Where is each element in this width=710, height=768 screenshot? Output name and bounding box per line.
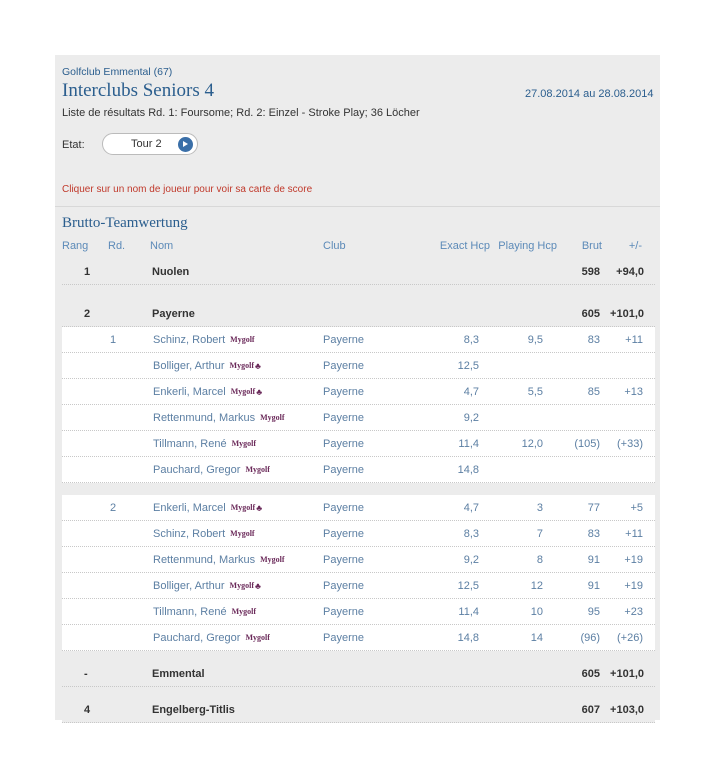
diff-cell: (+33) (617, 438, 643, 450)
team-row (62, 697, 655, 723)
exact-hcp-cell: 12,5 (457, 360, 479, 372)
playing-hcp-cell: 10 (530, 606, 543, 618)
mygolf-badge: Mygolf (245, 633, 270, 642)
section-title: Brutto-Teamwertung (62, 215, 188, 231)
club-cell: Payerne (323, 334, 364, 346)
club-cell: Payerne (323, 412, 364, 424)
mygolf-badge: Mygolf (230, 503, 256, 512)
player-name-cell[interactable] (153, 502, 262, 514)
player-name-cell[interactable] (153, 438, 256, 450)
club-name[interactable]: Golfclub Emmental (67) (62, 66, 173, 78)
player-row[interactable] (62, 431, 655, 457)
playing-hcp-cell: 3 (536, 502, 543, 514)
round-cell: 2 (110, 502, 117, 514)
playing-hcp-cell: 12,0 (521, 438, 543, 450)
rank-cell: 2 (84, 308, 91, 320)
player-name-link[interactable]: Tillmann, René (153, 606, 227, 618)
player-name-link[interactable]: Enkerli, Marcel (153, 386, 226, 398)
diff-cell: +23 (624, 606, 643, 618)
column-header-rank: Rang (62, 240, 89, 252)
brut-cell: 77 (587, 502, 600, 514)
results-list-description: Liste de résultats Rd. 1: Foursome; Rd. 2: Einzel - Stroke Play; 36 Löcher (62, 107, 420, 119)
player-name-cell[interactable] (153, 606, 256, 618)
club-cell: Payerne (323, 580, 364, 592)
round-selector-value: Tour 2 (131, 138, 162, 150)
player-name-cell[interactable] (153, 412, 285, 424)
mygolf-badge: Mygolf (230, 387, 256, 396)
player-name-link[interactable]: Schinz, Robert (153, 334, 226, 346)
player-name-link[interactable]: Rettenmund, Markus (153, 554, 256, 566)
diff-cell: +101,0 (610, 308, 644, 320)
club-cell: Payerne (323, 528, 364, 540)
player-name-cell[interactable] (153, 360, 261, 372)
exact-hcp-cell: 8,3 (463, 334, 479, 346)
date-range: 27.08.2014 au 28.08.2014 (525, 88, 654, 100)
exact-hcp-cell: 4,7 (463, 386, 479, 398)
mygolf-badge: Mygolf (230, 529, 255, 538)
player-row[interactable] (62, 625, 655, 651)
player-row[interactable] (62, 327, 655, 353)
team-row (62, 661, 655, 687)
column-header-round: Rd. (108, 240, 126, 252)
player-name-link[interactable]: Bolliger, Arthur (153, 580, 225, 592)
diff-cell: +94,0 (616, 266, 644, 278)
brut-cell: 598 (581, 266, 600, 278)
player-row[interactable] (62, 547, 655, 573)
club-cell: Payerne (323, 606, 364, 618)
column-header-club: Club (323, 240, 346, 252)
brut-cell: 85 (587, 386, 600, 398)
brut-cell: 91 (587, 554, 600, 566)
playing-hcp-cell: 9,5 (527, 334, 543, 346)
brut-cell: 605 (581, 308, 600, 320)
club-cell: Payerne (323, 464, 364, 476)
brut-cell: 605 (581, 668, 600, 680)
player-row[interactable] (62, 353, 655, 379)
mygolf-badge: Mygolf (230, 335, 255, 344)
playing-hcp-cell: 8 (536, 554, 543, 566)
player-name-cell[interactable] (153, 386, 262, 398)
club-cell: Payerne (323, 360, 364, 372)
exact-hcp-cell: 8,3 (463, 528, 479, 540)
exact-hcp-cell: 4,7 (463, 502, 479, 514)
rank-cell: 4 (84, 704, 91, 716)
mygolf-badge: Mygolf (231, 439, 257, 448)
golfer-icon: ♣ (256, 503, 263, 513)
player-name-link[interactable]: Bolliger, Arthur (153, 360, 225, 372)
exact-hcp-cell: 14,8 (457, 632, 479, 644)
brut-cell: (105) (574, 438, 600, 450)
player-name-link[interactable]: Pauchard, Gregor (153, 464, 241, 476)
player-row[interactable] (62, 521, 655, 547)
club-cell: Payerne (323, 632, 364, 644)
player-row[interactable] (62, 495, 655, 521)
player-name-cell[interactable] (153, 632, 270, 644)
exact-hcp-cell: 12,5 (457, 580, 479, 592)
golfer-icon: ♣ (256, 387, 263, 397)
player-name-cell[interactable] (153, 334, 255, 346)
column-header-exact-hcp: Exact Hcp (439, 240, 490, 252)
brut-cell: 83 (587, 528, 600, 540)
exact-hcp-cell: 9,2 (463, 412, 479, 424)
round-selector[interactable] (102, 133, 198, 155)
diff-cell: +13 (624, 386, 643, 398)
mygolf-badge: Mygolf (245, 465, 270, 474)
player-name-cell[interactable] (153, 464, 270, 476)
player-row[interactable] (62, 457, 655, 483)
mygolf-badge: Mygolf (260, 413, 285, 422)
brut-cell: 95 (587, 606, 600, 618)
diff-cell: +103,0 (610, 704, 644, 716)
etat-label: Etat: (62, 139, 85, 151)
club-cell: Payerne (323, 554, 364, 566)
playing-hcp-cell: 5,5 (527, 386, 543, 398)
player-name-link[interactable]: Schinz, Robert (153, 528, 226, 540)
golfer-icon: ♣ (254, 361, 261, 371)
diff-cell: +19 (624, 554, 643, 566)
club-cell: Payerne (323, 438, 364, 450)
competition-title: Interclubs Seniors 4 (62, 80, 214, 101)
player-name-cell[interactable] (153, 528, 255, 540)
club-cell: Payerne (323, 386, 364, 398)
exact-hcp-cell: 9,2 (463, 554, 479, 566)
team-row (62, 301, 655, 327)
mygolf-badge: Mygolf (229, 361, 254, 370)
player-name-cell[interactable] (153, 554, 285, 566)
scorecard-notice: Cliquer sur un nom de joueur pour voir sa carte de score (62, 184, 313, 195)
player-row[interactable] (62, 573, 655, 599)
player-name-link[interactable]: Tillmann, René (153, 438, 227, 450)
brut-cell: (96) (580, 632, 600, 644)
round-cell: 1 (110, 334, 117, 346)
diff-cell: (+26) (617, 632, 643, 644)
mygolf-badge: Mygolf (260, 555, 285, 564)
player-row[interactable] (62, 405, 655, 431)
diff-cell: +11 (625, 528, 643, 540)
playing-hcp-cell: 12 (530, 580, 543, 592)
player-name-cell[interactable] (153, 580, 261, 592)
team-name[interactable]: Payerne (152, 308, 195, 320)
brut-cell: 607 (581, 704, 600, 716)
brut-cell: 91 (587, 580, 600, 592)
player-name-link[interactable]: Enkerli, Marcel (153, 502, 226, 514)
column-header-diff: +/- (628, 240, 642, 252)
team-name[interactable]: Engelberg-Titlis (152, 704, 235, 716)
mygolf-badge: Mygolf (229, 581, 254, 590)
team-name[interactable]: Emmental (152, 668, 205, 680)
column-header-brut: Brut (581, 240, 602, 252)
playing-hcp-cell: 14 (530, 632, 543, 644)
diff-cell: +19 (624, 580, 643, 592)
diff-cell: +101,0 (610, 668, 644, 680)
team-row (62, 259, 655, 285)
brut-cell: 83 (587, 334, 600, 346)
exact-hcp-cell: 11,4 (458, 438, 479, 450)
exact-hcp-cell: 11,4 (458, 606, 479, 618)
player-name-link[interactable]: Pauchard, Gregor (153, 632, 241, 644)
mygolf-badge: Mygolf (231, 607, 257, 616)
player-row[interactable] (62, 599, 655, 625)
rank-cell: 1 (84, 266, 91, 278)
player-name-link[interactable]: Rettenmund, Markus (153, 412, 256, 424)
rank-cell: - (84, 668, 88, 680)
club-cell: Payerne (323, 502, 364, 514)
player-row[interactable] (62, 379, 655, 405)
diff-cell: +5 (630, 502, 643, 514)
divider (55, 206, 660, 207)
playing-hcp-cell: 7 (536, 528, 543, 540)
column-header-playing-hcp: Playing Hcp (498, 240, 557, 252)
exact-hcp-cell: 14,8 (457, 464, 479, 476)
diff-cell: +11 (625, 334, 643, 346)
golfer-icon: ♣ (254, 581, 261, 591)
column-header-name: Nom (150, 240, 174, 252)
team-name[interactable]: Nuolen (152, 266, 190, 278)
chevron-right-icon[interactable] (178, 137, 193, 152)
